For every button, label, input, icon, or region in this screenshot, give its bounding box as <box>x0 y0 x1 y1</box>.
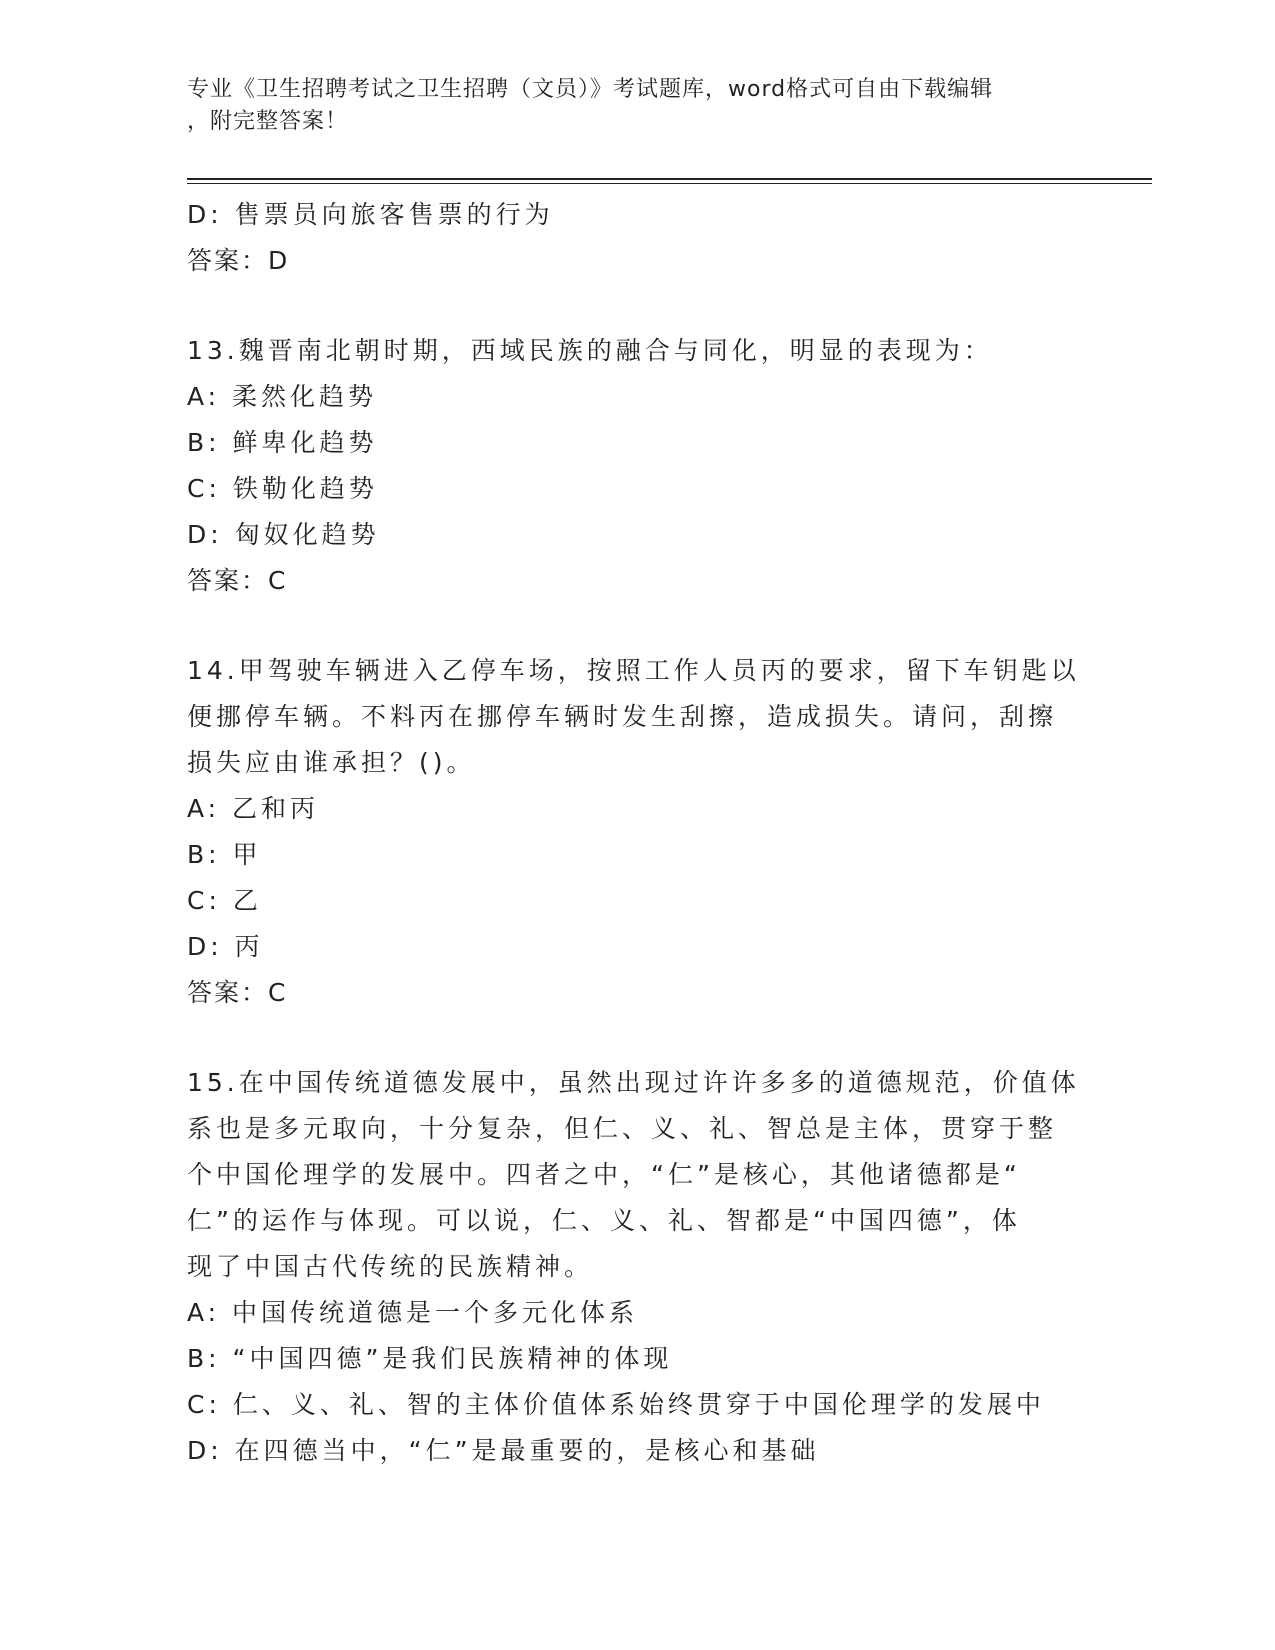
question-14-option-d: D: 丙 <box>187 932 264 961</box>
question-15 <box>187 1060 1087 1474</box>
prev-answer: 答案：D <box>187 246 290 275</box>
question-list <box>187 192 1087 1474</box>
question-14-text-line-1: 14.甲驾驶车辆进入乙停车场，按照工作人员丙的要求，留下车钥匙以 <box>187 656 1080 685</box>
question-15-option-b: B: “中国四德”是我们民族精神的体现 <box>187 1344 673 1373</box>
question-14-option-b: B: 甲 <box>187 840 262 869</box>
question-13-answer: 答案：C <box>187 566 288 595</box>
question-15-text-line-3: 个中国伦理学的发展中。四者之中，“仁”是核心，其他诸德都是“ <box>187 1160 1021 1189</box>
question-13-option-b: B: 鲜卑化趋势 <box>187 428 378 457</box>
question-15-text-line-5: 现了中国古代传统的民族精神。 <box>187 1252 594 1281</box>
question-13-option-d: D: 匈奴化趋势 <box>187 520 380 549</box>
question-13 <box>187 328 1087 604</box>
question-13-option-a: A: 柔然化趋势 <box>187 382 378 411</box>
header-rule-thick <box>187 178 1152 180</box>
question-15-text-line-4: 仁”的运作与体现。可以说，仁、义、礼、智都是“中国四德”，体 <box>187 1206 1021 1235</box>
question-14-text-line-2: 便挪停车辆。不料丙在挪停车辆时发生刮擦，造成损失。请问，刮擦 <box>187 702 1058 731</box>
question-15-option-d: D: 在四德当中，“仁”是最重要的，是核心和基础 <box>187 1436 820 1465</box>
question-14 <box>187 648 1087 1016</box>
question-15-option-a: A: 中国传统道德是一个多元化体系 <box>187 1298 639 1327</box>
question-14-answer: 答案：C <box>187 978 288 1007</box>
document-header <box>187 74 1067 138</box>
question-15-text-line-1: 15.在中国传统道德发展中，虽然出现过许许多多的道德规范，价值体 <box>187 1068 1080 1097</box>
question-14-option-a: A: 乙和丙 <box>187 794 320 823</box>
header-line-2: ，附完整答案！ <box>187 109 349 134</box>
question-15-option-c: C: 仁、义、礼、智的主体价值体系始终贯穿于中国伦理学的发展中 <box>187 1390 1045 1419</box>
question-14-option-c: C: 乙 <box>187 886 262 915</box>
header-line-1: 专业《卫生招聘考试之卫生招聘（文员）》考试题库，word格式可自由下载编辑 <box>187 77 994 102</box>
question-13-option-c: C: 铁勒化趋势 <box>187 474 378 503</box>
question-15-text-line-2: 系也是多元取向，十分复杂，但仁、义、礼、智总是主体，贯穿于整 <box>187 1114 1058 1143</box>
header-rule-thin <box>187 183 1152 184</box>
question-13-text: 13.魏晋南北朝时期，西域民族的融合与同化，明显的表现为： <box>187 336 993 365</box>
question-14-text-line-3: 损失应由谁承担？()。 <box>187 748 476 777</box>
prev-option-d: D: 售票员向旅客售票的行为 <box>187 200 554 229</box>
